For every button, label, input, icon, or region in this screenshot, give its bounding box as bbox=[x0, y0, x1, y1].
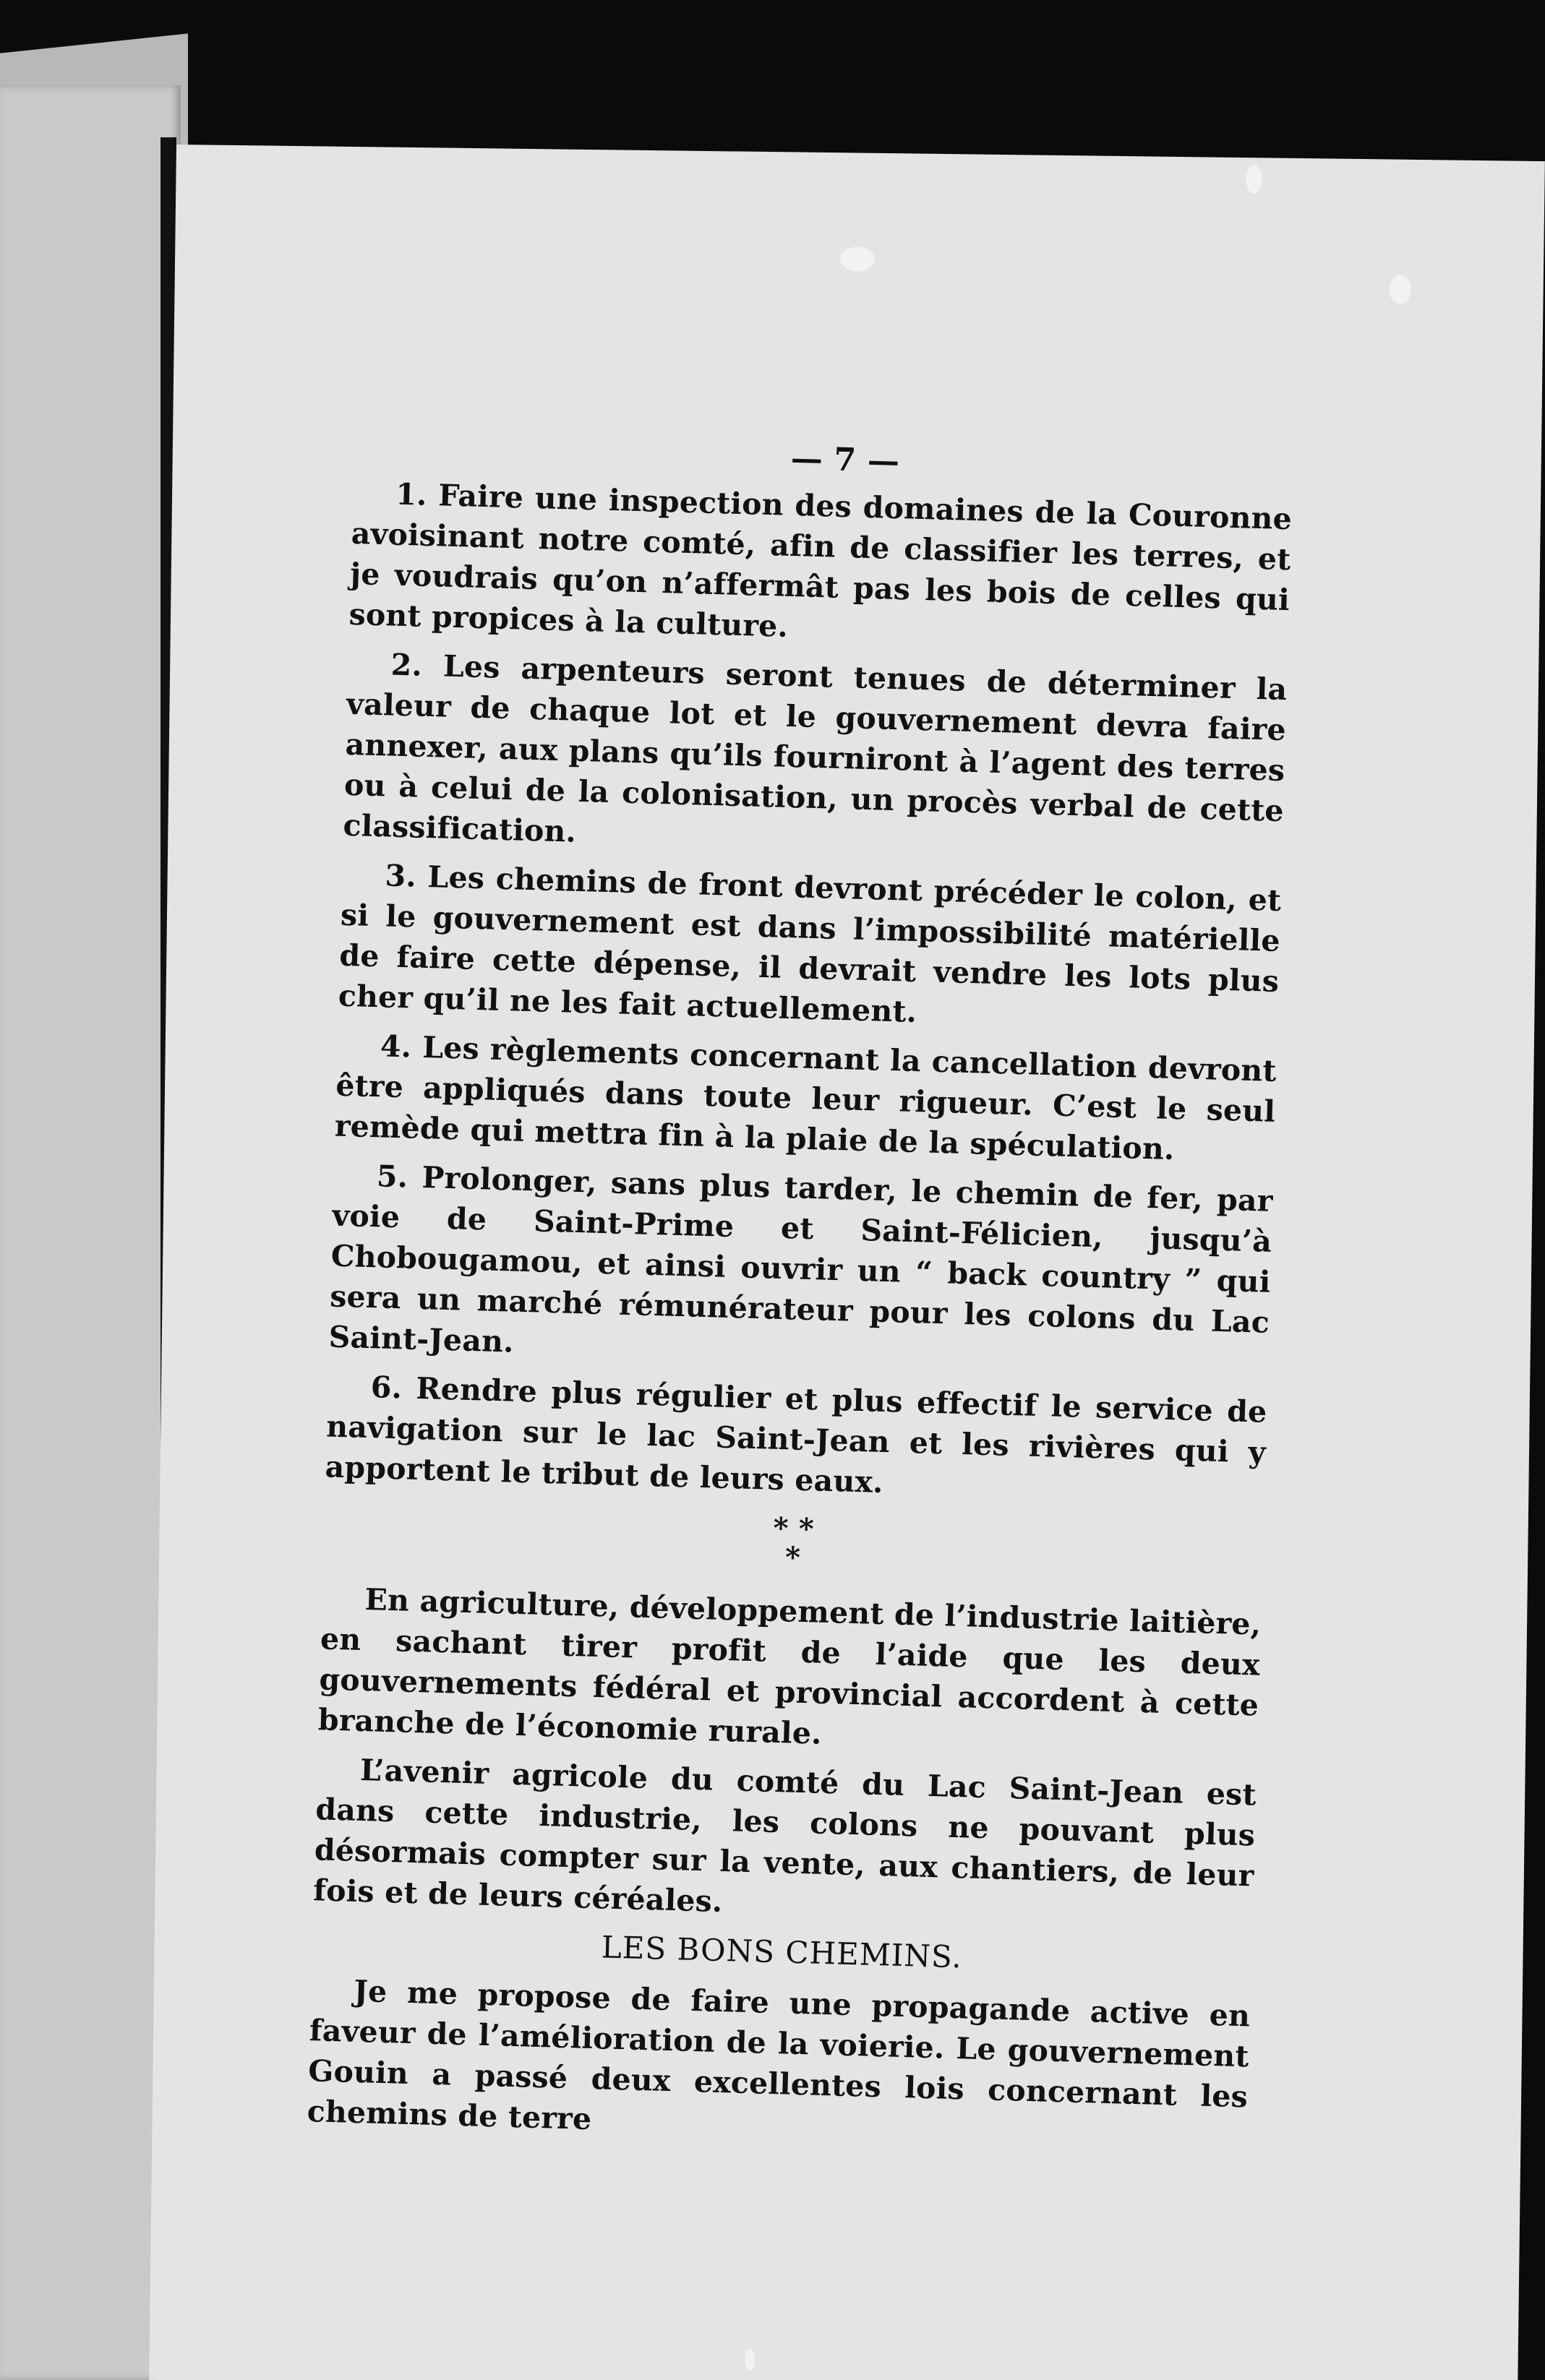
numbered-item: 1. Faire une inspection des domaines de la Couronne avoisinant notre comté, afin de classifier les terres, et je voudrais qu’on n’affermât pas les bois de celles qui sont propices à la culture. bbox=[348, 476, 1293, 644]
section-heading: LES BONS CHEMINS. bbox=[601, 1929, 963, 1975]
scan-speck bbox=[745, 2349, 755, 2371]
numbered-item: 4. Les règlements concernant la cancellation devront être appliqués dans toute leur rigueur. C’est le seul remède qui mettra fin à la plaie de la spéculation. bbox=[334, 1028, 1277, 1167]
numbered-item: 2. Les arpenteurs seront tenues de déterminer la valeur de chaque lot et le gouvernement devra faire annexer, aux plans qu’ils fourniront à l’agent des terres ou à celui de la colonisation, un procès verbal de cette classification. bbox=[342, 647, 1288, 849]
asterism-star: * bbox=[784, 1540, 801, 1575]
scan-speck bbox=[1246, 165, 1262, 194]
numbered-item: 6. Rendre plus régulier et plus effectif le service de navigation sur le lac Saint-Jean et les rivières qui y apportent le tribut de leurs eaux. bbox=[325, 1370, 1268, 1500]
closing-paragraph: Je me propose de faire une propagande active en faveur de l’amélioration de la voierie. Le gouvernement Gouin a passé deux excellentes lois concernant les chemins de terre bbox=[307, 1973, 1251, 2137]
scan-speck bbox=[840, 246, 875, 272]
numbered-item: 3. Les chemins de front devront précéder le colon, et si le gouvernement est dans l’impossibilité matérielle de faire cette dépense, il devrait vendre les lots plus cher qu’il ne les fait actuellement. bbox=[338, 858, 1282, 1030]
scan-speck bbox=[1389, 275, 1411, 304]
numbered-item: 5. Prolonger, sans plus tarder, le chemin de fer, par voie de Saint-Prime et Saint-Félicien, jusqu’à Chobougamou, et ainsi ouvrir un “ back country ” qui sera un marché rémunérateur pour les colons du Lac Saint-Jean. bbox=[328, 1159, 1274, 1359]
agriculture-paragraph: L’avenir agricole du comté du Lac Saint-Jean est dans cette industrie, les colons ne pouvant plus désormais compter sur la vente, aux chantiers, de leur fois et de leurs céréales. bbox=[312, 1752, 1257, 1920]
page-number: — 7 — bbox=[790, 439, 900, 481]
asterism-star: * bbox=[772, 1511, 789, 1546]
page-text bbox=[307, 426, 1294, 2166]
asterism-separator bbox=[322, 1501, 1264, 1585]
agriculture-paragraph: En agriculture, développement de l’industrie laitière, en sachant tirer profit de l’aide que les deux gouvernements fédéral et provincial accordent à cette branche de l’économie rurale. bbox=[317, 1582, 1262, 1751]
asterism-star: * bbox=[798, 1511, 815, 1547]
